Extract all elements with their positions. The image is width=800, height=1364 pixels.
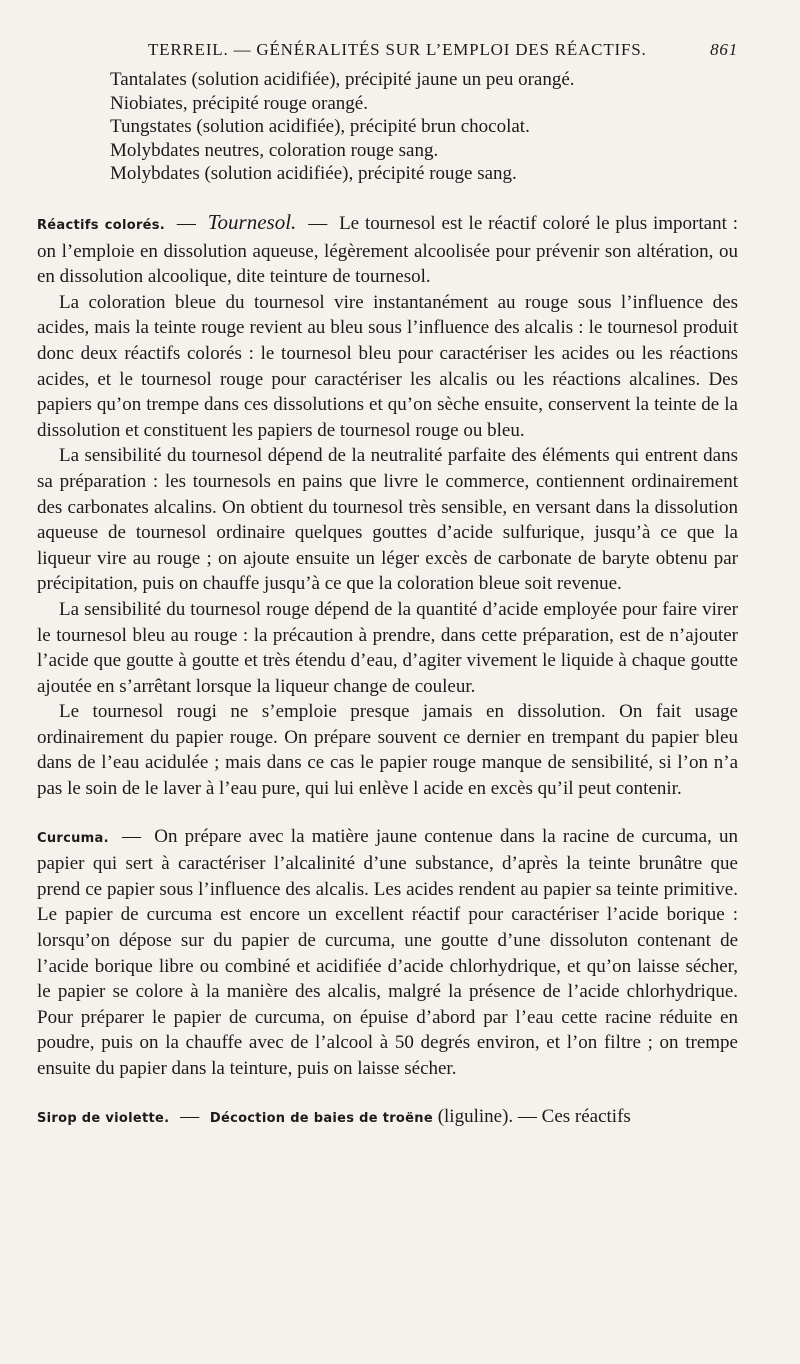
section-text: (liguline). — Ces réactifs (437, 1105, 631, 1127)
paragraph: La coloration bleue du tournesol vire instantanément au rouge sous l’influence des acides, mais la teinte rouge revient au bleu sous l’influence des alcalis : le tournesol produit donc deux réactifs colorés : le tournesol bleu pour caractériser les acides ou les réactions acides, et le tournesol rouge pour caractériser les alcalis ou les réactions alcalines. Des papiers qu’on trempe dans ces dissolutions et qu’on sèche ensuite, conservent la teinte de la dissolution et constituent les papiers de tournesol rouge ou bleu. (37, 291, 738, 441)
paragraph: La sensibilité du tournesol dépend de la neutralité parfaite des éléments qui entrent dans sa préparation : les tournesols en pains que livre le commerce, contiennent ordinairement des carbonates alcalins. On obtient du tournesol très sensible, en versant dans la dissolution aqueuse de tournesol ordinaire quelques gouttes d’acide sulfurique, jusqu’à ce que la liqueur vire au rouge ; on ajoute ensuite un léger excès de carbonate de baryte obtenu par précipitation, puis on chauffe jusqu’à ce que la coloration bleue soit revenue. (37, 445, 738, 595)
list-item: Tungstates (solution acidifiée), précipité brun chocolat. (110, 116, 530, 137)
list-item: Molybdates (solution acidifiée), précipité rouge sang. (110, 163, 517, 184)
section-curcuma (37, 824, 738, 1082)
body-text (37, 210, 738, 1131)
section-heading: Curcuma. (37, 830, 109, 846)
list-item: Molybdates neutres, coloration rouge sang. (110, 139, 439, 161)
section-heading: Sirop de violette. (37, 1110, 170, 1126)
running-head-title: TERREIL. — GÉNÉRALITÉS SUR L’EMPLOI DES RÉACTIFS. (148, 40, 647, 59)
dash: — (122, 825, 142, 847)
reaction-list (110, 68, 740, 186)
paragraph: Le tournesol rougi ne s’emploie presque jamais en dissolution. On fait usage ordinairement du papier rouge. On prépare souvent ce dernier en trempant du papier bleu dans de l’eau acidulée ; mais dans ce cas le papier rouge manque de sensibilité, si l’on n’a pas le soin de le laver à l’eau pure, qui lui enlève l acide en excès qu’il peut contenir. (37, 701, 738, 800)
running-head (148, 40, 738, 60)
dash: — (176, 213, 196, 234)
section-heading: Réactifs colorés. (37, 218, 166, 233)
list-item: Niobiates, précipité rouge orangé. (110, 92, 368, 114)
paragraph: La sensibilité du tournesol rouge dépend de la quantité d’acide employée pour faire virer le tournesol bleu au rouge : la précaution à prendre, dans cette préparation, est de n’ajouter l’acide que goutte à goutte et très étendu d’eau, d’agiter vivement le liquide à chaque goutte ajoutée en s’arrêtant lorsque la liqueur change de couleur. (37, 598, 738, 697)
section-subheading: Tournesol. (207, 210, 297, 234)
page-number: 861 (710, 40, 738, 59)
section-reactifs-colores (37, 210, 738, 290)
dash: — (308, 213, 328, 234)
section-sirop (37, 1104, 738, 1132)
dash: — (180, 1105, 200, 1127)
section-intro: Le tournesol est le réactif coloré le plus important : on l’emploie en dissolution aqueuse, légèrement alcoolisée pour prévenir son altération, ou en dissolution alcoolique, dite teinture de tournesol. (37, 213, 738, 288)
list-item: Tantalates (solution acidifiée), précipité jaune un peu orangé. (110, 69, 575, 90)
section-heading: Décoction de baies de troëne (209, 1110, 433, 1126)
section-text: On prépare avec la matière jaune contenue dans la racine de curcuma, un papier qui sert à caractériser l’alcalinité d’une substance, d’après la teinte brunâtre que prend ce papier sous l’influence des alcalis. Les acides rendent au papier sa teinte primitive. Le papier de curcuma est encore un excellent réactif pour caractériser l’acide borique : lorsqu’on dépose sur du papier de curcuma, une goutte d’une dissoluton contenant de l’acide borique libre ou combiné et acidifiée d’acide chlorhydrique, et qu’on laisse sécher, le papier se colore à la manière des alcalis, malgré la présence de l’acide chlorhydrique. Pour préparer le papier de curcuma, on épuise d’abord par l’eau cette racine réduite en poudre, puis on la chauffe avec de l’alcool à 50 degrés environ, et l’on filtre ; on trempe ensuite du papier dans la teinture, puis on laisse sécher. (37, 825, 739, 1079)
